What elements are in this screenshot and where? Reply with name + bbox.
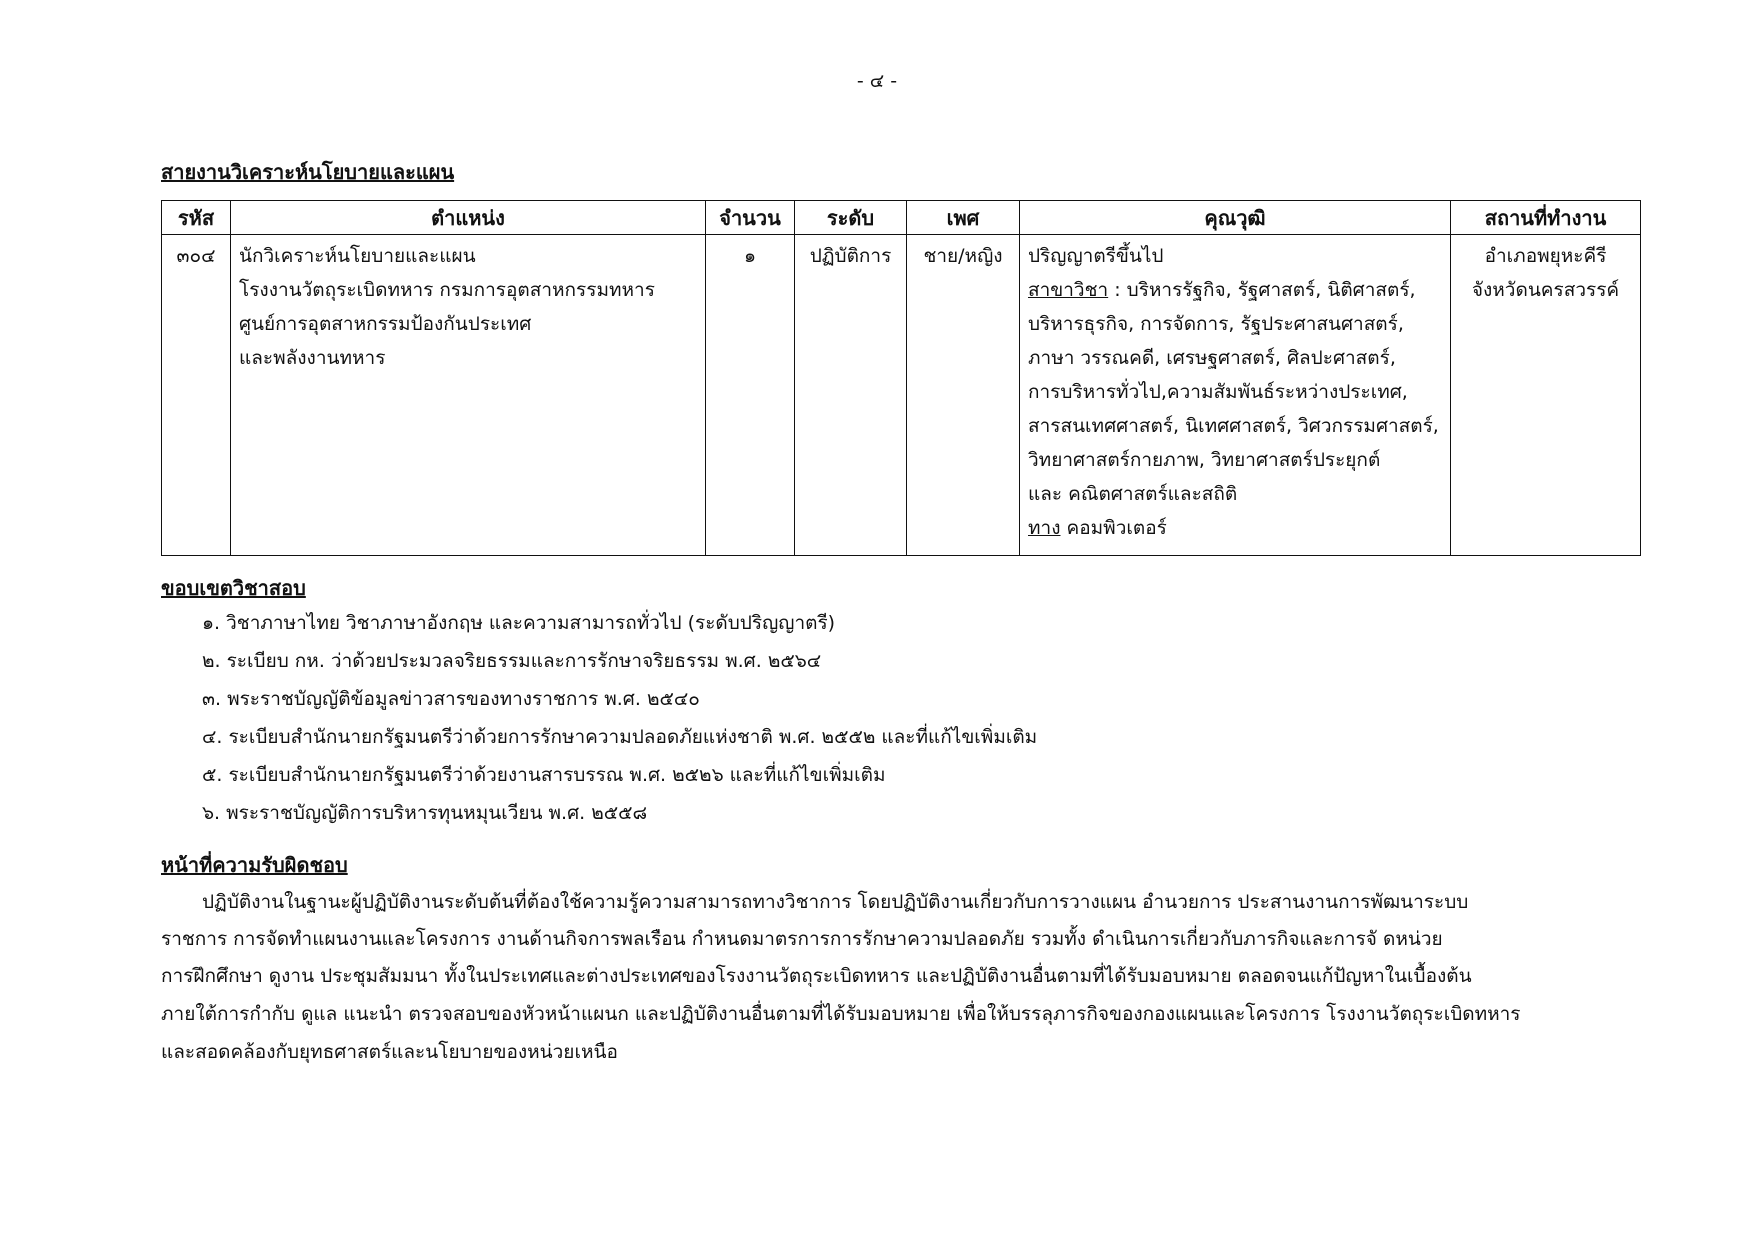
header-code: รหัส [162, 201, 231, 235]
cell-level: ปฏิบัติการ [809, 245, 892, 267]
exam-scope-title: ขอบเขตวิชาสอบ [161, 576, 306, 600]
cell-position [231, 235, 706, 556]
header-position: ตำแหน่ง [231, 201, 706, 235]
track-label: ทาง [1028, 517, 1061, 539]
header-level: ระดับ [795, 201, 907, 235]
exam-scope-item: ๓. พระราชบัญญัติข้อมูลข่าวสารของทางราชการ พ.ศ. ๒๕๔๐ [202, 688, 700, 710]
exam-scope-item: ๑. วิชาภาษาไทย วิชาภาษาอังกฤษ และความสามารถทั่วไป (ระดับปริญญาตรี) [202, 612, 836, 634]
track-value: คอมพิวเตอร์ [1060, 517, 1167, 539]
header-location: สถานที่ทำงาน [1451, 201, 1641, 235]
position-table [161, 200, 1641, 556]
duties-line: การฝึกศึกษา ดูงาน ประชุมสัมมนา ทั้งในประเทศและต่างประเทศของโรงงานวัตถุระเบิดทหาร และปฏิบัติงานอื่นตามที่ได้รับมอบหมาย ตลอดจนแก้ปัญหาในเบื้องต้น [161, 965, 1472, 987]
field-line: ภาษา วรรณคดี, เศรษฐศาสตร์, ศิลปะศาสตร์, [1028, 347, 1396, 369]
field-line: การบริหารทั่วไป,ความสัมพันธ์ระหว่างประเทศ, [1028, 381, 1408, 403]
exam-scope-item: ๖. พระราชบัญญัติการบริหารทุนหมุนเวียน พ.ศ. ๒๕๕๘ [202, 802, 648, 824]
duties-line: ปฏิบัติงานในฐานะผู้ปฏิบัติงานระดับต้นที่ต้องใช้ความรู้ความสามารถทางวิชาการ โดยปฏิบัติงานเกี่ยวกับการวางแผน อำนวยการ ประสานงานการพัฒนาระบบ [202, 891, 1469, 913]
table-header-row [162, 201, 1641, 235]
duties-title: หน้าที่ความรับผิดชอบ [161, 853, 348, 877]
header-count: จำนวน [706, 201, 795, 235]
cell-count: ๑ [743, 245, 757, 267]
table-row [162, 235, 1641, 556]
exam-scope-item: ๕. ระเบียบสำนักนายกรัฐมนตรีว่าด้วยงานสารบรรณ พ.ศ. ๒๕๒๖ และที่แก้ไขเพิ่มเติม [202, 764, 886, 786]
position-line: ศูนย์การอุตสาหกรรมป้องกันประเทศ [239, 313, 532, 335]
cell-location [1451, 235, 1641, 556]
field-line: และ คณิตศาสตร์และสถิติ [1028, 483, 1238, 505]
position-line: โรงงานวัตถุระเบิดทหาร กรมการอุตสาหกรรมทหาร [239, 279, 655, 301]
duties-line: และสอดคล้องกับยุทธศาสตร์และนโยบายของหน่วยเหนือ [161, 1041, 618, 1063]
header-qualification: คุณวุฒิ [1020, 201, 1451, 235]
exam-scope-item: ๒. ระเบียบ กห. ว่าด้วยประมวลจริยธรรมและการรักษาจริยธรรม พ.ศ. ๒๕๖๔ [202, 650, 822, 672]
position-line: และพลังงานทหาร [239, 347, 386, 369]
field-line: สารสนเทศศาสตร์, นิเทศศาสตร์, วิศวกรรมศาสตร์, [1028, 415, 1439, 437]
cell-qualification [1020, 235, 1451, 556]
cell-code: ๓๐๔ [176, 245, 216, 267]
duties-line: ราชการ การจัดทำแผนงานและโครงการ งานด้านกิจการพลเรือน กำหนดมาตรการการรักษาความปลอดภัย รวมทั้ง ดำเนินการเกี่ยวกับภารกิจและการจั ดหน่วย [161, 928, 1443, 950]
location-line: อำเภอพยุหะคีรี [1484, 245, 1607, 267]
position-line: นักวิเคราะห์นโยบายและแผน [239, 245, 476, 267]
location-line: จังหวัดนครสวรรค์ [1471, 279, 1620, 301]
field-label: สาขาวิชา [1028, 279, 1109, 301]
degree: ปริญญาตรีขึ้นไป [1028, 245, 1164, 267]
page-number: - ๔ - [856, 70, 898, 92]
field-line: บริหารธุรกิจ, การจัดการ, รัฐประศาสนศาสตร์, [1028, 313, 1404, 335]
field-line: วิทยาศาสตร์กายภาพ, วิทยาศาสตร์ประยุกต์ [1028, 449, 1381, 471]
field-line: : บริหารรัฐกิจ, รัฐศาสตร์, นิติศาสตร์, [1108, 279, 1416, 301]
duties-line: ภายใต้การกำกับ ดูแล แนะนำ ตรวจสอบของหัวหน้าแผนก และปฏิบัติงานอื่นตามที่ได้รับมอบหมาย เพื่อให้บรรลุภารกิจของกองแผนและโครงการ โรงงานวัตถุระเบิดทหาร [161, 1003, 1521, 1025]
section-title: สายงานวิเคราะห์นโยบายและแผน [161, 160, 455, 184]
header-gender: เพศ [907, 201, 1020, 235]
exam-scope-item: ๔. ระเบียบสำนักนายกรัฐมนตรีว่าด้วยการรักษาความปลอดภัยแห่งชาติ พ.ศ. ๒๕๕๒ และที่แก้ไขเพิ่มเติม [202, 726, 1038, 748]
cell-gender: ชาย/หญิง [923, 245, 1003, 267]
